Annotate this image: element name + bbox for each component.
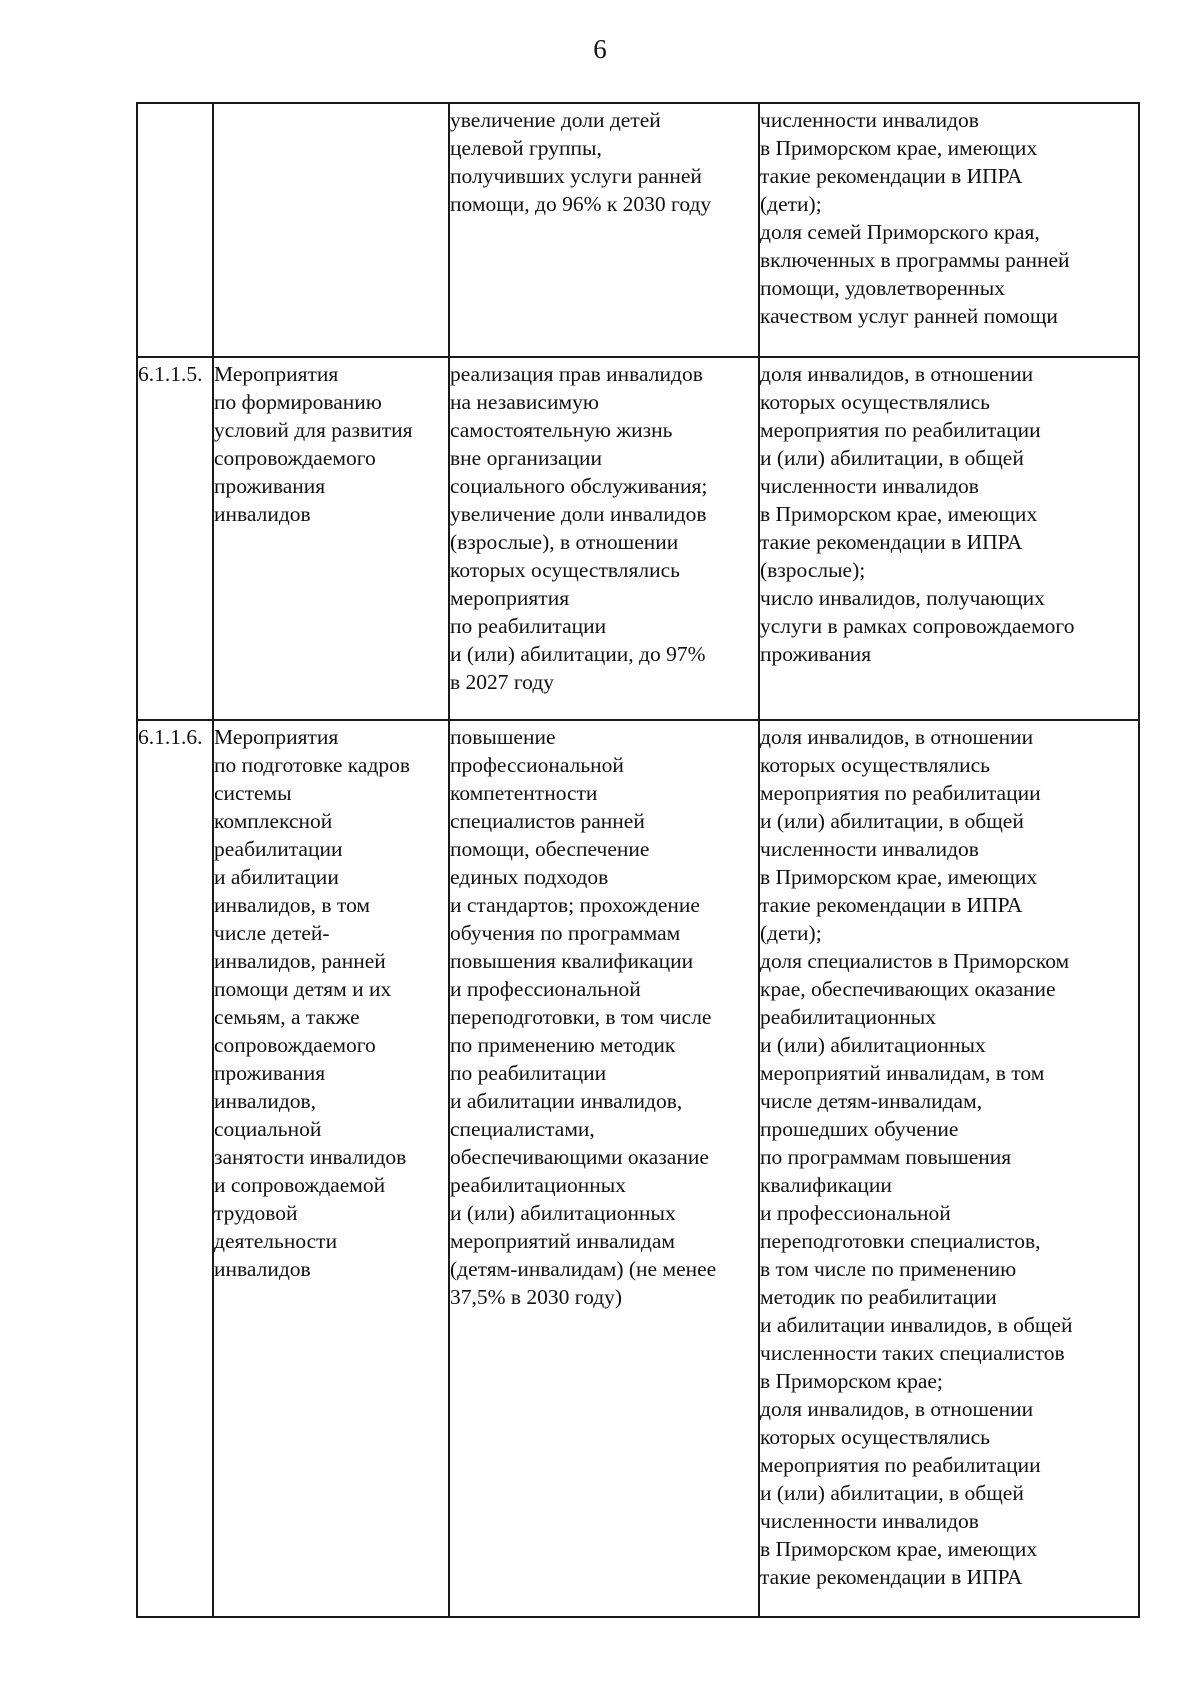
cell-text-line: помощи, обеспечение	[450, 837, 650, 861]
cell-text-line: (детям-инвалидам) (не менее	[450, 1257, 717, 1281]
cell-text-line: мероприятия по реабилитации	[760, 781, 1041, 805]
cell-text-line: такие рекомендации в ИПРА	[760, 893, 1023, 917]
cell-text-line: на независимую	[450, 390, 599, 414]
cell-text-line: по подготовке кадров	[214, 753, 411, 777]
measures-table	[136, 102, 1140, 1618]
cell-text-line: специалистов ранней	[450, 809, 645, 833]
page-number: 6	[593, 34, 607, 64]
cell-text-line: в Приморском крае;	[760, 1369, 943, 1393]
cell-text-line: инвалидов, в том	[214, 893, 371, 917]
item-code-cell	[137, 103, 213, 357]
cell-text-line: квалификации	[760, 1173, 892, 1197]
cell-text-line: самостоятельную жизнь	[450, 418, 673, 442]
measure-name-cell	[213, 357, 449, 720]
cell-text-line: обучения по программам	[450, 921, 681, 945]
cell-text-line: повышения квалификации	[450, 949, 694, 973]
cell-text-line: получивших услуги ранней	[450, 164, 702, 188]
cell-text-line: крае, обеспечивающих оказание	[760, 977, 1056, 1001]
cell-text-line: такие рекомендации в ИПРА	[760, 164, 1023, 188]
cell-text-line: включенных в программы ранней	[760, 248, 1070, 272]
item-code: 6.1.1.5.	[138, 362, 203, 386]
cell-text-line: инвалидов, ранней	[214, 949, 386, 973]
cell-text-line: сопровождаемого	[214, 446, 376, 470]
cell-text-line: по формированию	[214, 390, 382, 414]
cell-text-line: реабилитационных	[760, 1005, 936, 1029]
cell-text-line: такие рекомендации в ИПРА	[760, 530, 1023, 554]
cell-text-line: численности инвалидов	[760, 1509, 979, 1533]
cell-text-line: и профессиональной	[450, 977, 641, 1001]
cell-text-line: 37,5% в 2030 году)	[450, 1285, 623, 1309]
cell-text-line: и абилитации инвалидов,	[450, 1089, 683, 1113]
cell-text-line: обеспечивающими оказание	[450, 1145, 709, 1169]
cell-text-line: вне организации	[450, 446, 603, 470]
cell-text-line: которых осуществлялись	[760, 1425, 990, 1449]
cell-text-line: качеством услуг ранней помощи	[760, 304, 1058, 328]
cell-text-line: и (или) абилитации, в общей	[760, 809, 1024, 833]
cell-text-line: мероприятия по реабилитации	[760, 1453, 1041, 1477]
cell-text-line: трудовой	[214, 1201, 298, 1225]
cell-text-line: в том числе по применению	[760, 1257, 1017, 1281]
cell-text-line: в Приморском крае, имеющих	[760, 136, 1038, 160]
cell-text-line: по применению методик	[450, 1033, 676, 1057]
cell-text-line: доля инвалидов, в отношении	[760, 362, 1034, 386]
cell-text-line: доля инвалидов, в отношении	[760, 725, 1034, 749]
cell-text-line: системы	[214, 781, 292, 805]
cell-text-line: компетентности	[450, 781, 598, 805]
cell-text-line: условий для развития	[214, 418, 413, 442]
cell-text-line: по реабилитации	[450, 1061, 607, 1085]
cell-text-line: профессиональной	[450, 753, 624, 777]
cell-text-line: деятельности	[214, 1229, 338, 1253]
cell-text-line: мероприятий инвалидам	[450, 1229, 676, 1253]
indicator-cell	[759, 103, 1139, 357]
cell-text-line: которых осуществлялись	[760, 753, 990, 777]
indicator-cell	[759, 720, 1139, 1617]
cell-text-line: инвалидов	[214, 502, 311, 526]
expected-result-cell	[449, 103, 759, 357]
cell-text-line: помощи, удовлетворенных	[760, 276, 1005, 300]
cell-text-line: специалистами,	[450, 1117, 595, 1141]
cell-text-line: реализация прав инвалидов	[450, 362, 703, 386]
cell-text-line: проживания	[214, 1061, 326, 1085]
cell-text-line: проживания	[760, 642, 872, 666]
cell-text-line: и стандартов; прохождение	[450, 893, 700, 917]
cell-text-line: (взрослые), в отношении	[450, 530, 679, 554]
expected-result-cell	[449, 357, 759, 720]
cell-text-line: реабилитационных	[450, 1173, 626, 1197]
cell-text-line: число инвалидов, получающих	[760, 586, 1045, 610]
cell-text-line: услуги в рамках сопровождаемого	[760, 614, 1075, 638]
cell-text-line: (дети);	[760, 192, 822, 216]
cell-text-line: в Приморском крае, имеющих	[760, 865, 1038, 889]
cell-text-line: и (или) абилитационных	[450, 1201, 676, 1225]
cell-text-line: мероприятий инвалидам, в том	[760, 1061, 1045, 1085]
cell-text-line: Мероприятия	[214, 725, 339, 749]
cell-text-line: в Приморском крае, имеющих	[760, 502, 1038, 526]
cell-text-line: занятости инвалидов	[214, 1145, 407, 1169]
cell-text-line: такие рекомендации в ИПРА	[760, 1565, 1023, 1589]
cell-text-line: числе детям-инвалидам,	[760, 1089, 983, 1113]
cell-text-line: по программам повышения	[760, 1145, 1012, 1169]
cell-text-line: увеличение доли инвалидов	[450, 502, 707, 526]
cell-text-line: и абилитации	[214, 865, 339, 889]
cell-text-line: доля специалистов в Приморском	[760, 949, 1070, 973]
cell-text-line: в Приморском крае, имеющих	[760, 1537, 1038, 1561]
cell-text-line: мероприятия по реабилитации	[760, 418, 1041, 442]
cell-text-line: Мероприятия	[214, 362, 339, 386]
cell-text-line: численности инвалидов	[760, 837, 979, 861]
cell-text-line: инвалидов	[214, 1257, 311, 1281]
cell-text-line: (дети);	[760, 921, 822, 945]
cell-text-line: проживания	[214, 474, 326, 498]
cell-text-line: переподготовки специалистов,	[760, 1229, 1041, 1253]
cell-text-line: численности таких специалистов	[760, 1341, 1065, 1365]
table-row	[137, 103, 1139, 357]
cell-text-line: социального обслуживания;	[450, 474, 708, 498]
item-code-cell	[137, 357, 213, 720]
table-row	[137, 357, 1139, 720]
cell-text-line: сопровождаемого	[214, 1033, 376, 1057]
cell-text-line: и сопровождаемой	[214, 1173, 386, 1197]
item-code: 6.1.1.6.	[138, 725, 203, 749]
cell-text-line: реабилитации	[214, 837, 343, 861]
cell-text-line: доля инвалидов, в отношении	[760, 1397, 1034, 1421]
cell-text-line: методик по реабилитации	[760, 1285, 997, 1309]
cell-text-line: и (или) абилитации, в общей	[760, 1481, 1024, 1505]
cell-text-line: повышение	[450, 725, 556, 749]
cell-text-line: комплексной	[214, 809, 333, 833]
cell-text-line: и профессиональной	[760, 1201, 951, 1225]
cell-text-line: численности инвалидов	[760, 474, 979, 498]
cell-text-line: целевой группы,	[450, 136, 602, 160]
cell-text-line: доля семей Приморского края,	[760, 220, 1040, 244]
cell-text-line: и (или) абилитации, в общей	[760, 446, 1024, 470]
cell-text-line: и (или) абилитации, до 97%	[450, 642, 706, 666]
cell-text-line: переподготовки, в том числе	[450, 1005, 712, 1029]
measure-name-cell	[213, 103, 449, 357]
cell-text-line: семьям, а также	[214, 1005, 360, 1029]
cell-text-line: социальной	[214, 1117, 322, 1141]
cell-text-line: помощи детям и их	[214, 977, 392, 1001]
cell-text-line: прошедших обучение	[760, 1117, 959, 1141]
cell-text-line: увеличение доли детей	[450, 108, 661, 132]
cell-text-line: и абилитации инвалидов, в общей	[760, 1313, 1073, 1337]
cell-text-line: инвалидов,	[214, 1089, 317, 1113]
cell-text-line: мероприятия	[450, 586, 570, 610]
cell-text-line: по реабилитации	[450, 614, 607, 638]
cell-text-line: и (или) абилитационных	[760, 1033, 986, 1057]
table-row	[137, 720, 1139, 1617]
cell-text-line: (взрослые);	[760, 558, 866, 582]
cell-text-line: помощи, до 96% к 2030 году	[450, 192, 712, 216]
expected-result-cell	[449, 720, 759, 1617]
indicator-cell	[759, 357, 1139, 720]
measure-name-cell	[213, 720, 449, 1617]
cell-text-line: численности инвалидов	[760, 108, 979, 132]
cell-text-line: которых осуществлялись	[760, 390, 990, 414]
cell-text-line: числе детей-	[214, 921, 330, 945]
cell-text-line: единых подходов	[450, 865, 609, 889]
cell-text-line: которых осуществлялись	[450, 558, 680, 582]
item-code-cell	[137, 720, 213, 1617]
cell-text-line: в 2027 году	[450, 670, 555, 694]
